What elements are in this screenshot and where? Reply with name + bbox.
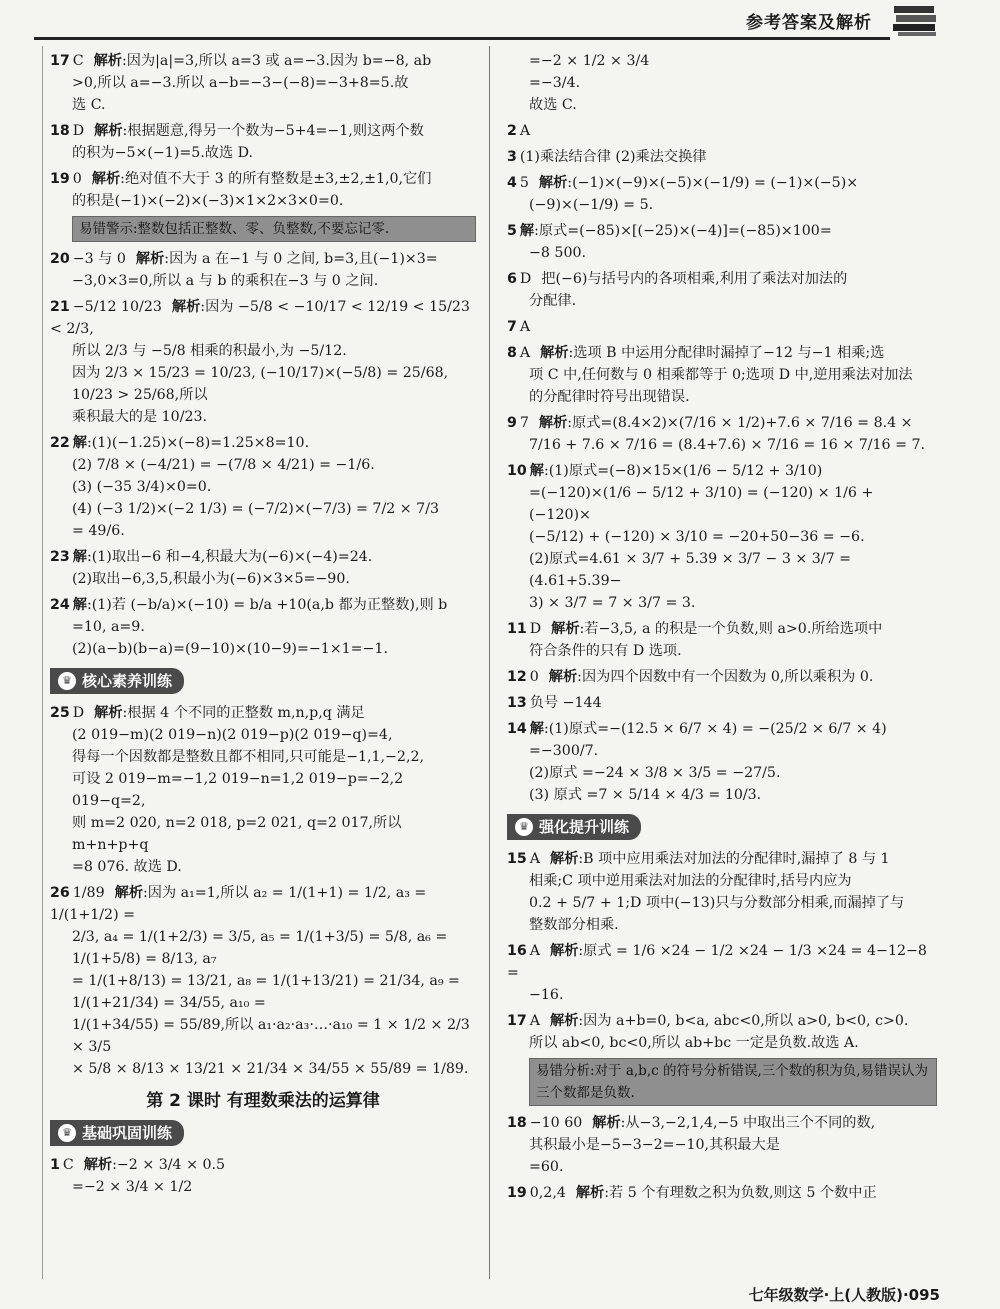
solution-text: :原式 = 1/6 ×24 − 1/2 ×24 − 1/3 ×24 = 4−12−8 = (507, 943, 927, 981)
header-rule (34, 37, 890, 40)
analysis-keyword: 解析 (91, 171, 121, 187)
crown-icon: ♛ (515, 818, 533, 836)
analysis-keyword: 解析 (551, 621, 580, 637)
analysis-keyword: 解析 (83, 1157, 113, 1173)
section-banner-text: 基础巩固训练 (82, 1124, 173, 1142)
answer-line (507, 120, 937, 142)
solution-text: :根据题意,得另一个数为−5+4=−1,则这两个数 (122, 123, 424, 139)
answer-line (507, 412, 937, 434)
answer-item (50, 546, 476, 590)
answer-item (50, 50, 476, 116)
answer-item (507, 460, 937, 614)
answer-line (50, 50, 476, 72)
answer-line (50, 882, 476, 926)
solution-line: =10, a=9. (72, 619, 145, 635)
analysis-keyword: 解析 (540, 345, 569, 361)
solution-line: 2/3, a₄ = 1/(1+2/3) = 3/5, a₅ = 1/(1+3/5) = 5/8, a₆ = 1/(1+5/8) = 8/13, a₇ (72, 929, 448, 967)
question-number: 11 (507, 621, 527, 637)
solution-text: :选项 B 中运用分配律时漏掉了−12 与−1 相乘;选 (568, 345, 885, 361)
solution-line: 所以 2/3 与 −5/8 相乘的积最小,为 −5/12. (72, 343, 347, 359)
question-number: 20 (50, 251, 70, 267)
answer-line (50, 432, 476, 454)
solution-line: =(−120)×(1/6 − 5/12 + 3/10) = (−120) × 1/6 + (−120)× (529, 485, 874, 523)
section-banner-label (507, 814, 641, 840)
question-number: 18 (50, 123, 70, 139)
question-number: 8 (507, 345, 517, 361)
solution-line: 项 C 中,任何数与 0 相乘都等于 0;选项 D 中,逆用乘法对加法 (529, 367, 913, 383)
answer-choice: A (519, 319, 531, 335)
solution-line: 的积是(−1)×(−2)×(−3)×1×2×3×0=0. (72, 193, 344, 209)
solution-line: 所以 ab<0, bc<0,所以 ab+bc 一定是负数.故选 A. (529, 1035, 859, 1051)
question-number: 2 (507, 123, 517, 139)
question-number: 5 (507, 223, 517, 239)
answer-line (507, 848, 937, 870)
solution-line: 符合条件的只有 D 选项. (529, 643, 682, 659)
solution-text: :因为 a₁=1,所以 a₂ = 1/(1+1) = 1/2, a₃ = 1/(1+1/2) = (50, 885, 427, 923)
answer-line (507, 618, 937, 640)
analysis-keyword: 解析 (550, 1013, 579, 1029)
question-number: 17 (507, 1013, 527, 1029)
solution-line: 得每一个因数都是整数且都不相同,只可能是−1,1,−2,2, (72, 749, 424, 765)
section-banner (50, 1120, 476, 1146)
solution-line: (−5/12) + (−120) × 3/10 = −20+50−36 = −6. (529, 529, 865, 545)
solution-text: :B 项中应用乘法对加法的分配律时,漏掉了 8 与 1 (578, 851, 890, 867)
answer-line (50, 1154, 476, 1176)
answer-item (50, 702, 476, 878)
solution-text: :(1)(−1.25)×(−8)=1.25×8=10. (86, 435, 310, 451)
question-number: 6 (507, 271, 517, 287)
question-number: 18 (507, 1115, 527, 1131)
answer-choice: C (72, 53, 84, 69)
answer-line (507, 692, 937, 714)
answer-choice: C (62, 1157, 74, 1173)
analysis-keyword: 解析 (550, 943, 579, 959)
solution-line: 整数部分相乘. (529, 917, 619, 933)
solution-text: :若 5 个有理数之积为负数,则这 5 个数中正 (604, 1185, 877, 1201)
question-number: 13 (507, 695, 527, 711)
solution-line: >0,所以 a=−3.所以 a−b=−3−(−8)=−3+8=5.故 (72, 75, 409, 91)
solution-text: :因为 a 在−1 与 0 之间, b=3,且(−1)×3= (164, 251, 438, 267)
solution-text: 把(−6)与括号内的各项相乘,利用了乘法对加法的 (541, 271, 848, 287)
solution-text: :从−3,−2,1,4,−5 中取出三个不同的数, (620, 1115, 876, 1131)
solution-line: 选 C. (72, 97, 106, 113)
question-number: 3 (507, 149, 517, 165)
question-number: 10 (507, 463, 527, 479)
answer-item (50, 248, 476, 292)
solution-line: =−2 × 3/4 × 1/2 (72, 1179, 193, 1195)
answer-choice: 7 (519, 415, 529, 431)
solution-line: =−3/4. (529, 75, 581, 91)
answer-choice: 0 (529, 669, 539, 685)
answer-line (50, 168, 476, 190)
question-number: 4 (507, 175, 517, 191)
solution-text: :绝对值不大于 3 的所有整数是±3,±2,±1,0,它们 (120, 171, 432, 187)
answer-item (507, 220, 937, 264)
question-number: 19 (507, 1185, 527, 1201)
solution-line: 0.2 + 5/7 + 1;D 项中(−13)只与分数部分相乘,而漏掉了与 (529, 895, 905, 911)
question-number: 24 (50, 597, 70, 613)
answer-item (507, 618, 937, 662)
answer-item (50, 594, 476, 660)
question-number: 16 (507, 943, 527, 959)
analysis-keyword: 解析 (548, 669, 578, 685)
solution-line: 则 m=2 020, n=2 018, p=2 021, q=2 017,所以 m+n+p+q (72, 815, 402, 853)
crown-icon: ♛ (58, 672, 76, 690)
analysis-keyword: 解 (72, 549, 87, 565)
answer-item (507, 1182, 937, 1204)
right-column (507, 50, 937, 1208)
answer-choice: 负号 −144 (529, 695, 602, 711)
solution-line: (2 019−m)(2 019−n)(2 019−p)(2 019−q)=4, (72, 727, 393, 743)
question-number: 26 (50, 885, 70, 901)
solution-text: :−2 × 3/4 × 0.5 (112, 1157, 226, 1173)
answer-item (507, 172, 937, 216)
analysis-keyword: 解析 (93, 53, 122, 69)
solution-line: =−300/7. (529, 743, 599, 759)
analysis-keyword: 解 (529, 721, 544, 737)
solution-line: =8 076. 故选 D. (72, 859, 182, 875)
answer-item (50, 120, 476, 164)
solution-line: (4) (−3 1/2)×(−2 1/3) = (−7/2)×(−7/3) = 7/2 × 7/3 (72, 501, 440, 517)
answer-choice: A (519, 345, 531, 361)
solution-text: :原式=(−85)×[(−25)×(−4)]=(−85)×100= (534, 223, 832, 239)
solution-text: :因为|a|=3,所以 a=3 或 a=−3.因为 b=−8, ab (122, 53, 432, 69)
answer-choice: D (529, 621, 542, 637)
section-banner (50, 668, 476, 694)
analysis-keyword: 解析 (550, 851, 579, 867)
section-banner-text: 核心素养训练 (82, 672, 173, 690)
solution-text: :(−1)×(−9)×(−5)×(−1/9) = (−1)×(−5)× (567, 175, 859, 191)
question-number: 22 (50, 435, 70, 451)
solution-line: (3) 原式 =7 × 5/14 × 4/3 = 10/3. (529, 787, 762, 803)
solution-line: 的积为−5×(−1)=5.故选 D. (72, 145, 254, 161)
solution-text: :因为 −5/8 < −10/17 < 12/19 < 15/23 < 2/3, (50, 299, 470, 337)
solution-line: (2)(a−b)(b−a)=(9−10)×(10−9)=−1×1=−1. (72, 641, 388, 657)
answer-item (507, 50, 937, 116)
answer-line (507, 1112, 937, 1134)
answer-choice: A (529, 1013, 540, 1029)
solution-text: :(1)取出−6 和−4,积最大为(−6)×(−4)=24. (86, 549, 373, 565)
answer-line (507, 940, 937, 984)
solution-line: −16. (529, 987, 564, 1003)
analysis-keyword: 解析 (135, 251, 165, 267)
answer-choice: 0,2,4 (529, 1185, 566, 1201)
answer-choice: A (519, 123, 531, 139)
answer-item (507, 342, 937, 408)
question-number: 15 (507, 851, 527, 867)
solution-text: :因为四个因数中有一个因数为 0,所以乘积为 0. (577, 669, 874, 685)
answer-line (507, 666, 937, 688)
answer-line (50, 296, 476, 340)
analysis-keyword: 解析 (592, 1115, 621, 1131)
answer-item (507, 848, 937, 936)
solution-line: = 1/(1+8/13) = 13/21, a₈ = 1/(1+13/21) = 21/34, a₉ = 1/(1+21/34) = 34/55, a₁₀ = (72, 973, 460, 1011)
solution-line: 7/16 + 7.6 × 7/16 = (8.4+7.6) × 7/16 = 16 × 7/16 = 7. (529, 437, 926, 453)
answer-choice: −10 60 (529, 1115, 583, 1131)
analysis-keyword: 解 (519, 223, 535, 239)
analysis-keyword: 解析 (94, 705, 123, 721)
answer-item (507, 146, 937, 168)
answer-item (507, 692, 937, 714)
question-number: 25 (50, 705, 70, 721)
answer-item (507, 120, 937, 142)
answer-item (507, 1112, 937, 1178)
answer-line (50, 594, 476, 616)
analysis-keyword: 解析 (171, 299, 201, 315)
answer-line (507, 1182, 937, 1204)
answer-line (507, 268, 937, 290)
answer-choice: 5 (519, 175, 529, 191)
answer-line (50, 120, 476, 142)
question-number: 14 (507, 721, 527, 737)
answer-line (507, 342, 937, 364)
answer-item (507, 268, 937, 312)
answer-line (50, 702, 476, 724)
solution-line: =60. (529, 1159, 564, 1175)
answer-choice: A (529, 943, 540, 959)
solution-text: :因为 a+b=0, b<a, abc<0,所以 a>0, b<0, c>0. (578, 1013, 909, 1029)
solution-text: :原式=(8.4×2)×(7/16 × 1/2)+7.6 × 7/16 = 8.4 × (567, 415, 913, 431)
solution-line: 的分配律时符号出现错误. (529, 389, 690, 405)
analysis-keyword: 解析 (114, 885, 144, 901)
analysis-keyword: 解析 (538, 415, 568, 431)
answer-line (507, 172, 937, 194)
book-stack-icon (892, 2, 938, 38)
answer-line (507, 718, 937, 740)
analysis-keyword: 解 (529, 463, 544, 479)
solution-line: 故选 C. (529, 97, 577, 113)
question-number: 17 (50, 53, 70, 69)
answer-line (507, 1010, 937, 1032)
answer-item (50, 432, 476, 542)
answer-line (507, 460, 937, 482)
section-banner-text: 强化提升训练 (539, 818, 630, 836)
header-title: 参考答案及解析 (746, 13, 872, 33)
answer-line (507, 316, 937, 338)
page-header (0, 0, 1000, 40)
answer-line (50, 248, 476, 270)
answer-item (507, 940, 937, 1006)
answer-item (50, 296, 476, 428)
page-footer: 七年级数学·上(人教版)·095 (748, 1286, 940, 1304)
section-banner-label (50, 1120, 184, 1146)
solution-line: (−9)×(−1/9) = 5. (529, 197, 654, 213)
solution-text: :(1)若 (−b/a)×(−10) = b/a +10(a,b 都为正整数),则 b (86, 597, 448, 613)
warning-note: 易错分析:对于 a,b,c 的符号分析错误,三个数的积为负,易错误认为三个数都是负数. (529, 1058, 937, 1106)
question-number: 21 (50, 299, 70, 315)
question-number: 19 (50, 171, 70, 187)
solution-line: 分配律. (529, 293, 577, 309)
question-number: 12 (507, 669, 527, 685)
section-banner-label (50, 668, 184, 694)
solution-line: 1/(1+34/55) = 55/89,所以 a₁·a₂·a₃·…·a₁₀ = 1 × 1/2 × 2/3 × 3/5 (72, 1017, 470, 1055)
lesson-title: 第 2 课时 有理数乘法的运算律 (146, 1091, 380, 1111)
left-column (50, 50, 476, 1202)
question-number: 1 (50, 1157, 60, 1173)
answer-choice: −3 与 0 (72, 251, 126, 267)
solution-line: (2)原式 =−24 × 3/8 × 3/5 = −27/5. (529, 765, 781, 781)
solution-line: 因为 2/3 × 15/23 = 10/23, (−10/17)×(−5/8) = 25/68, 10/23 > 25/68,所以 (72, 365, 449, 403)
crown-icon: ♛ (58, 1124, 76, 1142)
solution-text: (1)乘法结合律 (2)乘法交换律 (519, 149, 707, 165)
answer-item (507, 666, 937, 688)
solution-line: × 5/8 × 8/13 × 13/21 × 21/34 × 34/55 × 55/89 = 1/89. (72, 1061, 469, 1077)
answer-item (50, 168, 476, 212)
section-banner (507, 814, 937, 840)
solution-line: (3) (−35 3/4)×0=0. (72, 479, 212, 495)
solution-line: 其积最小是−5−3−2=−10,其积最大是 (529, 1137, 780, 1153)
answer-item (507, 718, 937, 806)
answer-line (50, 546, 476, 568)
answer-line (507, 146, 937, 168)
warning-note: 易错警示:整数包括正整数、零、负整数,不要忘记零. (72, 216, 476, 242)
answer-choice: −5/12 10/23 (72, 299, 162, 315)
question-number: 7 (507, 319, 517, 335)
solution-line: 3) × 3/7 = 7 × 3/7 = 3. (529, 595, 696, 611)
answer-choice: D (519, 271, 532, 287)
solution-line: (2)取出−6,3,5,积最小为(−6)×3×5=−90. (72, 571, 350, 587)
solution-text: :若−3,5, a 的积是一个负数,则 a>0.所给选项中 (579, 621, 883, 637)
solution-line: =−2 × 1/2 × 3/4 (529, 53, 650, 69)
analysis-keyword: 解析 (538, 175, 568, 191)
solution-line: −8 500. (529, 245, 587, 261)
analysis-keyword: 解析 (575, 1185, 605, 1201)
analysis-keyword: 解 (72, 435, 87, 451)
answer-item (507, 1010, 937, 1054)
answer-item (50, 882, 476, 1080)
solution-line: (2)原式=4.61 × 3/7 + 5.39 × 3/7 − 3 × 3/7 = (4.61+5.39− (529, 551, 851, 589)
solution-text: :(1)原式=−(12.5 × 6/7 × 4) = −(25/2 × 6/7 × 4) (543, 721, 887, 737)
answer-item (507, 412, 937, 456)
solution-line: −3,0×3=0,所以 a 与 b 的乘积在−3 与 0 之间. (72, 273, 379, 289)
solution-text: :根据 4 个不同的正整数 m,n,p,q 满足 (122, 705, 365, 721)
analysis-keyword: 解 (72, 597, 87, 613)
solution-line: 乘积最大的是 10/23. (72, 409, 208, 425)
answer-choice: D (72, 705, 85, 721)
answer-line (507, 220, 937, 242)
question-number: 23 (50, 549, 70, 565)
answer-choice: 0 (72, 171, 82, 187)
answer-choice: 1/89 (72, 885, 105, 901)
question-number: 9 (507, 415, 517, 431)
column-divider (489, 46, 490, 1279)
solution-text: :(1)原式=(−8)×15×(1/6 − 5/12 + 3/10) (543, 463, 823, 479)
solution-line: = 49/6. (72, 523, 125, 539)
analysis-keyword: 解析 (94, 123, 123, 139)
solution-line: 可设 2 019−m=−1,2 019−n=1,2 019−p=−2,2 019−q=2, (72, 771, 404, 809)
left-margin-rule (42, 46, 43, 1279)
answer-choice: D (72, 123, 85, 139)
solution-line: 相乘;C 项中逆用乘法对加法的分配律时,括号内应为 (529, 873, 852, 889)
answer-choice: A (529, 851, 540, 867)
answer-item (50, 1154, 476, 1198)
solution-line: (2) 7/8 × (−4/21) = −(7/8 × 4/21) = −1/6. (72, 457, 375, 473)
answer-item (507, 316, 937, 338)
